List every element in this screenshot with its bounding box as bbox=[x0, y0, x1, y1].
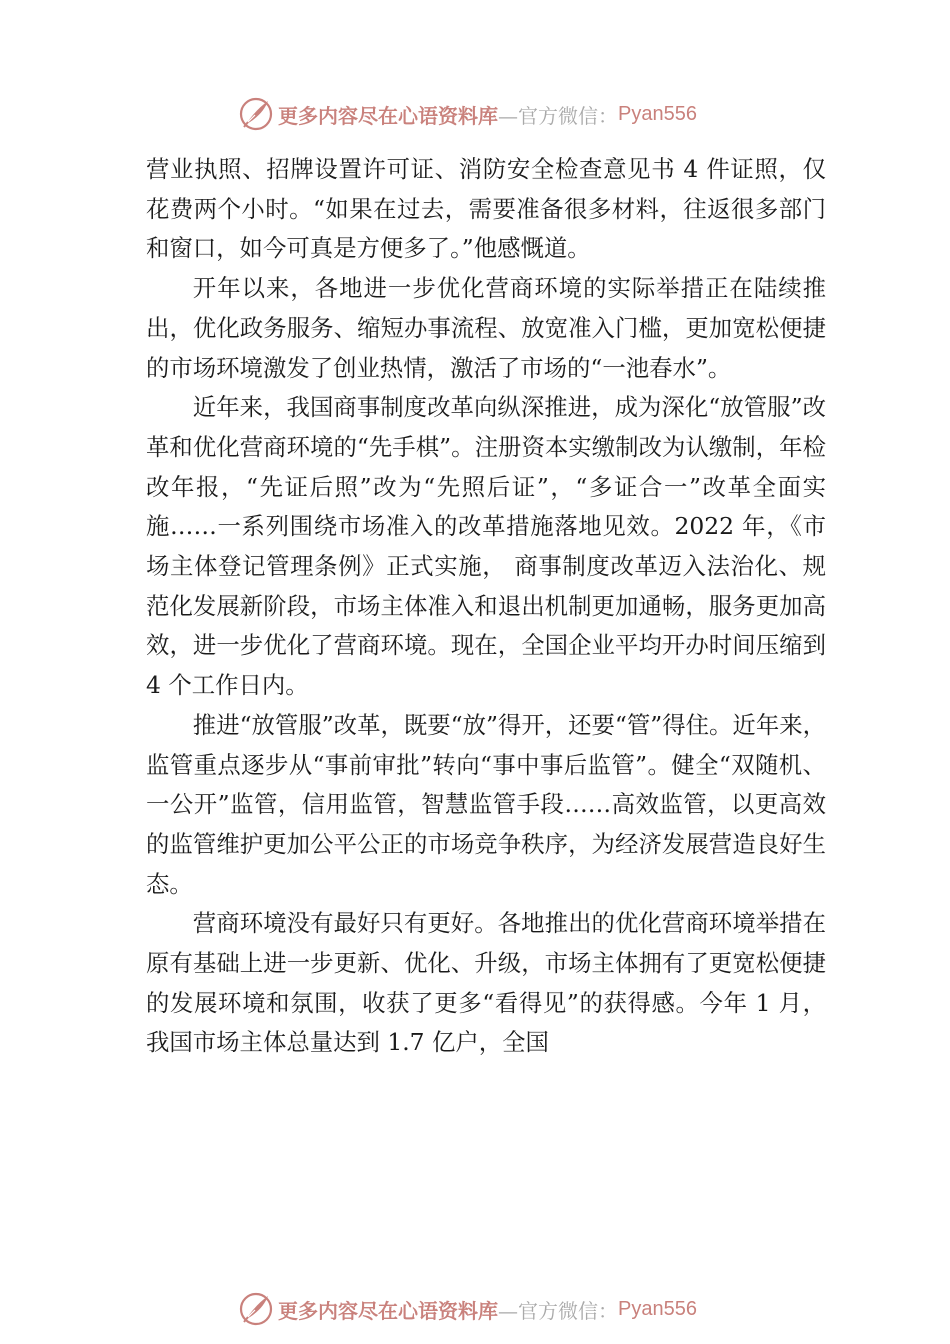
paragraph-2: 开年以来，各地进一步优化营商环境的实际举措正在陆续推出，优化政务服务、缩短办事流程、放宽准入门槛，更加宽松便捷的市场环境激发了创业热情，激活了市场的“一池春水”。 bbox=[146, 274, 826, 382]
article-body bbox=[146, 150, 826, 1063]
paragraph-1: 营业执照、招牌设置许可证、消防安全检查意见书 4 件证照，仅花费两个小时。“如果在过去，需要准备很多材料，往返很多部门和窗口，如今可真是方便多了。”他感慨道。 bbox=[146, 155, 826, 263]
official-wechat-label: —官方微信： bbox=[498, 1298, 618, 1323]
brand-text: 更多内容尽在心语资料库 bbox=[278, 103, 498, 128]
brand-text: 更多内容尽在心语资料库 bbox=[278, 1298, 498, 1323]
header-banner bbox=[238, 94, 758, 134]
wechat-id: Pyan556 bbox=[618, 102, 697, 125]
paragraph-5: 营商环境没有最好只有更好。各地推出的优化营商环境举措在原有基础上进一步更新、优化、升级，市场主体拥有了更宽松便捷的发展环境和氛围，收获了更多“看得见”的获得感。今年 1 月，我国市场主体总量达到 1.7 亿户，全国 bbox=[146, 909, 826, 1057]
paragraph-4: 推进“放管服”改革，既要“放”得开，还要“管”得住。近年来，监管重点逐步从“事前审批”转向“事中事后监管”。健全“双随机、一公开”监管，信用监管，智慧监管手段……高效监管，以更高效的监管维护更加公平公正的市场竞争秩序，为经济发展营造良好生态。 bbox=[146, 710, 826, 898]
quill-logo-icon bbox=[238, 1291, 274, 1327]
quill-logo-icon bbox=[238, 96, 274, 132]
footer-banner bbox=[238, 1289, 758, 1329]
wechat-id: Pyan556 bbox=[618, 1297, 697, 1320]
official-wechat-label: —官方微信： bbox=[498, 103, 618, 128]
paragraph-3: 近年来，我国商事制度改革向纵深推进，成为深化“放管服”改革和优化营商环境的“先手棋”。注册资本实缴制改为认缴制，年检改年报，“先证后照”改为“先照后证”，“多证合一”改革全面实施……一系列围绕市场准入的改革措施落地见效。2022 年，《市场主体登记管理条例》正式实施， 商事制度改革迈入法治化、规范化发展新阶段，市场主体准入和退出机制更加通畅，服务更加高效，进一步优化了营商环境。现在，全国企业平均开办时间压缩到 4 个工作日内。 bbox=[146, 393, 826, 700]
